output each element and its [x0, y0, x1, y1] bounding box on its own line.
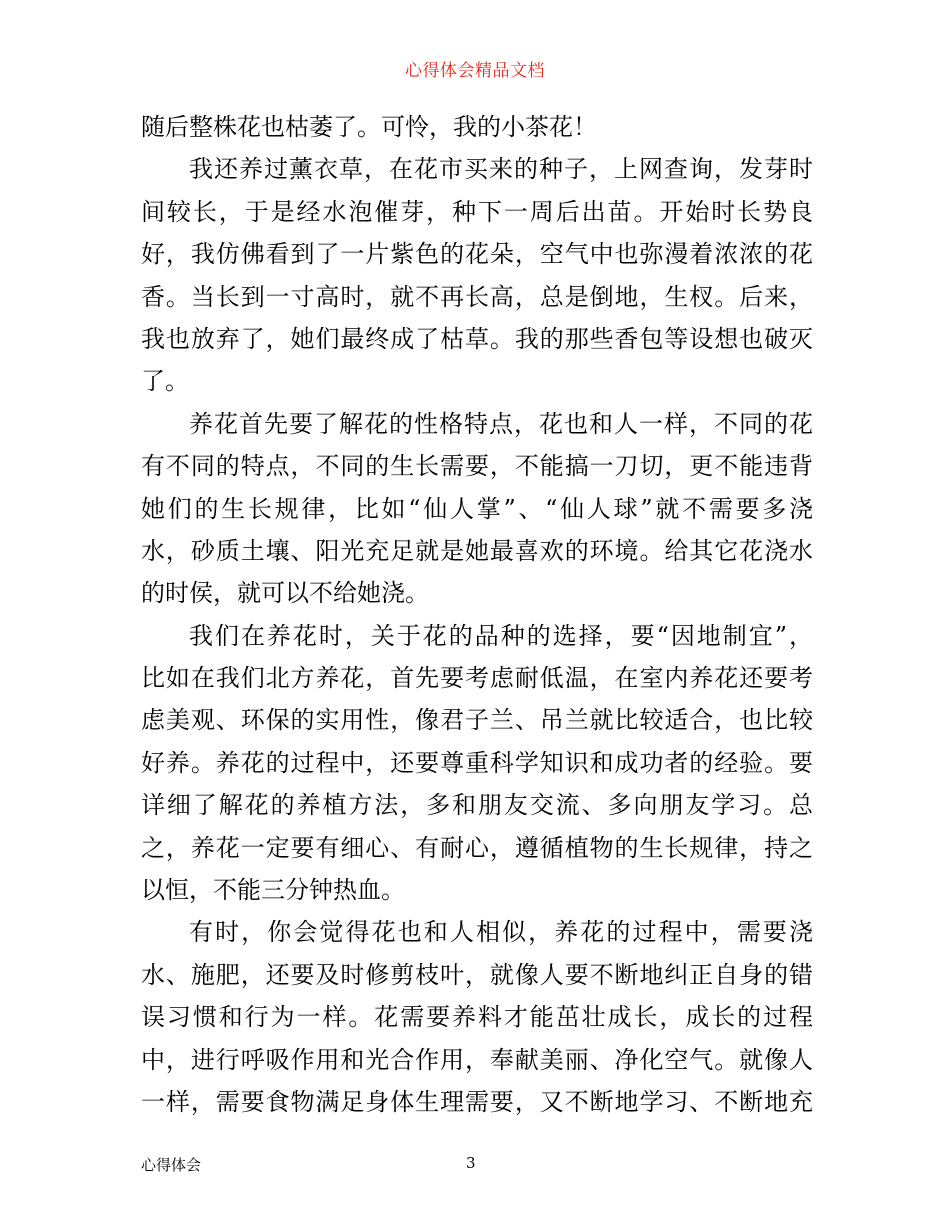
text-line: 我们在养花时，关于花的品种的选择，要“因地制宜”，: [189, 621, 813, 650]
text-line: 误习惯和行为一样。花需要养料才能茁壮成长，成长的过程: [141, 1003, 813, 1032]
text-line: 好，我仿佛看到了一片紫色的花朵，空气中也弥漫着浓浓的花: [141, 240, 813, 269]
document-header-title: 心得体会精品文档: [405, 61, 545, 81]
document-body: [141, 106, 813, 1123]
text-line: 水、施肥，还要及时修剪枝叶，就像人要不断地纠正自身的错: [141, 960, 813, 989]
text-line: 养花首先要了解花的性格特点，花也和人一样，不同的花: [189, 409, 813, 438]
text-line: 好养。养花的过程中，还要尊重科学知识和成功者的经验。要: [141, 748, 813, 777]
text-line: 以恒，不能三分钟热血。: [141, 876, 405, 905]
text-line: 比如在我们北方养花，首先要考虑耐低温，在室内养花还要考: [141, 664, 813, 693]
text-line: 水，砂质土壤、阳光充足就是她最喜欢的环境。给其它花浇水: [141, 536, 813, 565]
text-line: 了。: [141, 367, 189, 396]
text-line: 间较长，于是经水泡催芽，种下一周后出苗。开始时长势良: [141, 197, 813, 226]
page-number: 3: [466, 1154, 476, 1172]
text-line: 的时侯，就可以不给她浇。: [141, 579, 429, 608]
text-line: 随后整株花也枯萎了。可怜，我的小茶花！: [141, 113, 597, 141]
text-line: 她们的生长规律，比如“仙人掌”、“仙人球”就不需要多浇: [141, 494, 813, 523]
text-line: 一样，需要食物满足身体生理需要，又不断地学习、不断地充: [141, 1087, 813, 1116]
text-line: 我还养过薰衣草，在花市买来的种子，上网查询，发芽时: [189, 155, 813, 184]
text-line: 虑美观、环保的实用性，像君子兰、吊兰就比较适合，也比较: [141, 706, 813, 735]
text-line: 有不同的特点，不同的生长需要，不能搞一刀切，更不能违背: [141, 452, 813, 481]
text-line: 中，进行呼吸作用和光合作用，奉献美丽、净化空气。就像人: [141, 1045, 813, 1074]
text-line: 香。当长到一寸高时，就不再长高，总是倒地，生杈。后来，: [141, 282, 813, 311]
text-line: 我也放弃了，她们最终成了枯草。我的那些香包等设想也破灭: [141, 324, 813, 353]
footer-label: 心得体会: [141, 1156, 202, 1174]
text-line: 有时，你会觉得花也和人相似，养花的过程中，需要浇: [189, 918, 813, 947]
text-line: 之，养花一定要有细心、有耐心，遵循植物的生长规律，持之: [141, 833, 813, 862]
text-line: 详细了解花的养植方法，多和朋友交流、多向朋友学习。总: [141, 791, 813, 820]
